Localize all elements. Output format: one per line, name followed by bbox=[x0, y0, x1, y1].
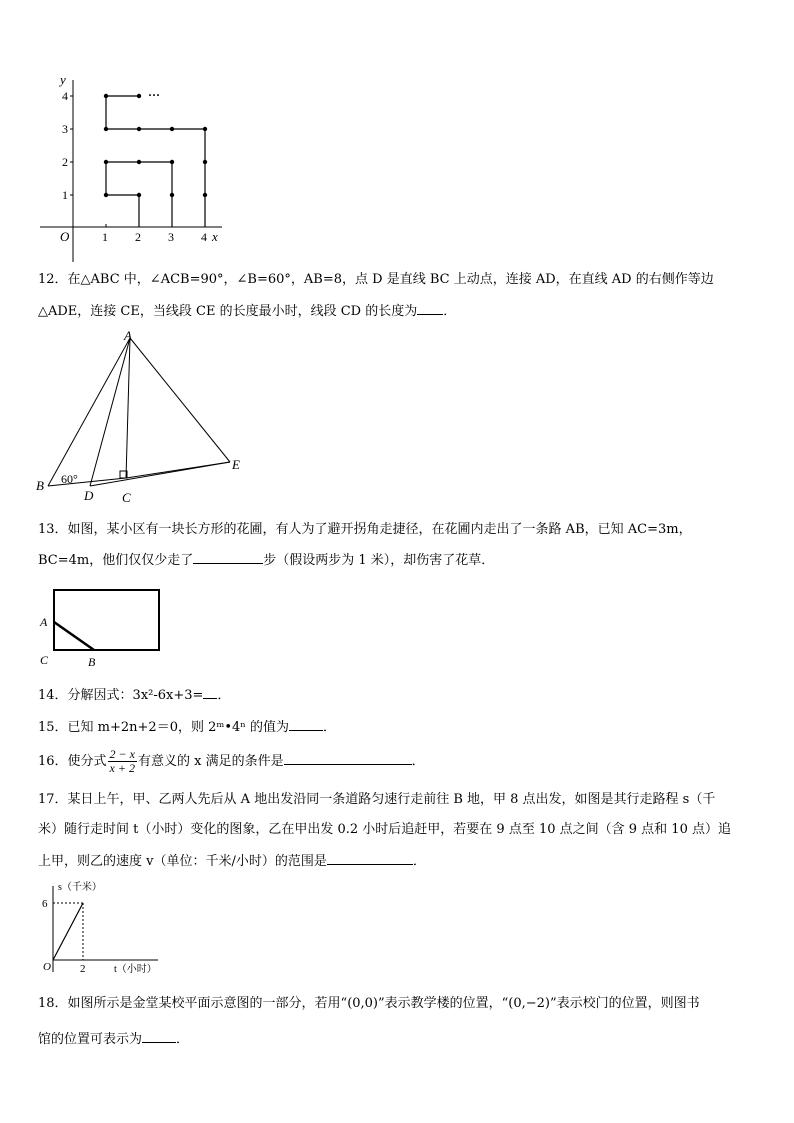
point-label-c: C bbox=[122, 490, 131, 505]
rectangle-garden-figure bbox=[36, 586, 166, 670]
y-tick-label: 4 bbox=[62, 89, 68, 103]
question-18-line-2 bbox=[38, 1030, 189, 1049]
question-17-text: 上甲，则乙的速度 v（单位：千米/小时）的范围是 bbox=[38, 854, 327, 869]
question-17-line-2: 米）随行走时间 t（小时）变化的图象，乙在甲出发 0.2 小时后追赶甲，若要在 9 点至 10 点之间（含 9 点和 10 点）追 bbox=[38, 822, 731, 837]
question-16-prefix: 16．使分式 bbox=[38, 754, 107, 769]
point-label-b: B bbox=[36, 478, 44, 493]
x-value-label: 2 bbox=[80, 963, 86, 975]
answer-blank[interactable] bbox=[417, 302, 443, 315]
y-axis-label: s（千米） bbox=[58, 882, 102, 893]
x-tick-label: 4 bbox=[201, 230, 207, 244]
question-12-end: ． bbox=[443, 304, 457, 319]
coordinate-pattern-figure bbox=[30, 70, 230, 265]
question-17-end: ． bbox=[412, 854, 426, 869]
fraction-denominator: x + 2 bbox=[109, 761, 135, 775]
pattern-path bbox=[106, 96, 205, 227]
ellipsis-mark: ··· bbox=[148, 88, 161, 102]
question-13-line-1: 13．如图，某小区有一块长方形的花圃，有人为了避开拐角走捷径，在花圃内走出了一条路 AB，已知 AC=3m， bbox=[38, 522, 692, 537]
y-tick-label: 1 bbox=[62, 188, 68, 202]
origin-label: O bbox=[60, 229, 70, 244]
question-18-line-1: 18．如图所示是金堂某校平面示意图的一部分，若用“(0,0)”表示教学楼的位置，“(0,−2)”表示校门的位置，则图书 bbox=[38, 996, 700, 1011]
fraction bbox=[108, 748, 137, 775]
angle-label: 60° bbox=[61, 472, 78, 486]
x-tick-label: 2 bbox=[135, 230, 141, 244]
point-label-a: A bbox=[124, 328, 132, 343]
y-tick-label: 2 bbox=[62, 155, 68, 169]
question-17-line-3 bbox=[38, 852, 426, 871]
question-15 bbox=[38, 718, 336, 737]
question-16-end: ． bbox=[411, 754, 425, 769]
point-label-a: A bbox=[40, 615, 48, 629]
answer-blank[interactable] bbox=[142, 1030, 176, 1043]
point-label-c: C bbox=[40, 653, 49, 667]
question-18-end: ． bbox=[176, 1032, 190, 1047]
y-tick-label: 3 bbox=[62, 122, 68, 136]
distance-time-graph bbox=[38, 880, 164, 976]
triangle-figure bbox=[30, 328, 250, 508]
answer-blank[interactable] bbox=[284, 752, 412, 765]
question-14 bbox=[38, 686, 230, 705]
question-17-line-1: 17．某日上午，甲、乙两人先后从 A 地出发沿同一条道路匀速行走前往 B 地，甲 8 点出发，如图是其行走路程 s（千 bbox=[38, 792, 716, 807]
question-13-line-2 bbox=[38, 551, 494, 570]
x-axis-label: t（小时） bbox=[114, 964, 157, 975]
x-axis-label: x bbox=[212, 229, 218, 244]
answer-blank[interactable] bbox=[327, 852, 413, 865]
answer-blank[interactable] bbox=[203, 686, 217, 699]
question-15-end: ． bbox=[323, 720, 337, 735]
answer-blank[interactable] bbox=[289, 718, 323, 731]
point-label-b: B bbox=[88, 655, 96, 669]
y-axis-label: y bbox=[60, 72, 66, 87]
question-12-line-1: 12．在△ABC 中，∠ACB=90°，∠B=60°，AB=8，点 D 是直线 BC 上动点，连接 AD，在直线 AD 的右侧作等边 bbox=[38, 272, 714, 287]
question-12-line-2 bbox=[38, 302, 456, 321]
question-18-text: 馆的位置可表示为 bbox=[38, 1032, 143, 1047]
point-label-e: E bbox=[232, 457, 240, 472]
question-12-text: △ADE，连接 CE，当线段 CE 的长度最小时，线段 CD 的长度为 bbox=[38, 304, 418, 319]
question-14-text: 14．分解因式：3x²-6x+3= bbox=[38, 688, 204, 703]
question-13-text-a: BC=4m，他们仅仅少走了 bbox=[38, 553, 194, 568]
question-14-end: ． bbox=[217, 688, 231, 703]
y-value-label: 6 bbox=[42, 898, 48, 910]
x-tick-label: 3 bbox=[168, 230, 174, 244]
question-15-text: 15．已知 m+2n+2＝0，则 2ᵐ•4ⁿ 的值为 bbox=[38, 720, 290, 735]
x-tick-label: 1 bbox=[102, 230, 108, 244]
origin-label: O bbox=[43, 961, 51, 973]
question-16-suffix: 有意义的 x 满足的条件是 bbox=[137, 754, 284, 769]
point-label-d: D bbox=[84, 488, 94, 503]
answer-blank[interactable] bbox=[193, 551, 263, 564]
fraction-numerator: 2 − x bbox=[109, 747, 135, 761]
pattern-points bbox=[104, 94, 207, 197]
question-13-text-b: 步（假设两步为 1 米），却伤害了花草． bbox=[263, 553, 495, 568]
question-16 bbox=[38, 745, 425, 779]
